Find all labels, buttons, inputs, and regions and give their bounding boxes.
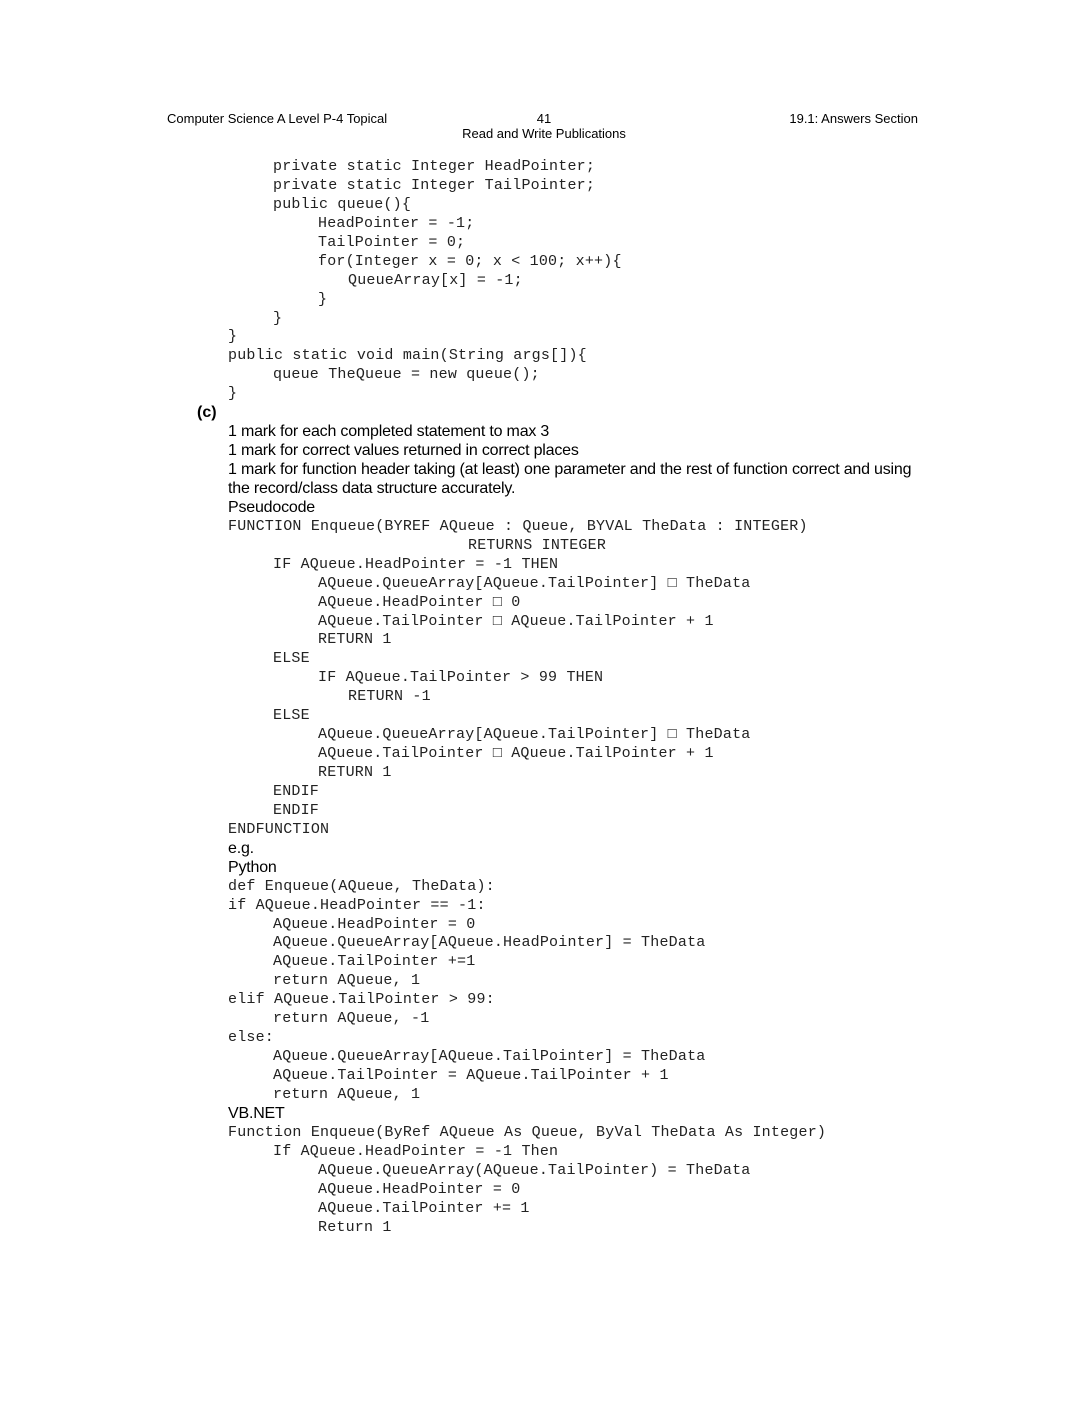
code-line: ELSE xyxy=(273,650,310,668)
code-line: return AQueue, 1 xyxy=(273,972,421,990)
code-line: } xyxy=(228,328,238,346)
answer-content xyxy=(0,158,1088,1237)
code-line: return AQueue, -1 xyxy=(273,1010,430,1028)
code-line: AQueue.QueueArray[AQueue.TailPointer] □ TheData xyxy=(318,726,751,744)
code-line: AQueue.QueueArray(AQueue.TailPointer) = TheData xyxy=(318,1161,751,1179)
code-line: private static Integer HeadPointer; xyxy=(273,158,596,175)
code-line: for(Integer x = 0; x < 100; x++){ xyxy=(318,252,622,270)
python-heading: Python xyxy=(228,858,277,876)
code-line: AQueue.TailPointer +=1 xyxy=(273,953,476,971)
code-line: IF AQueue.HeadPointer = -1 THEN xyxy=(273,555,559,573)
pseudocode-heading: Pseudocode xyxy=(228,498,315,516)
code-line: HeadPointer = -1; xyxy=(318,214,475,232)
code-line: QueueArray[x] = -1; xyxy=(348,271,523,289)
code-line: } xyxy=(228,385,238,403)
part-c-label: (c) xyxy=(197,404,217,422)
publisher: Read and Write Publications xyxy=(462,126,626,141)
mark-scheme-text: 1 mark for function header taking (at least) one parameter and the rest of function correct and using the record/class data structure accurately. xyxy=(228,461,912,497)
header-left: Computer Science A Level P-4 Topical xyxy=(167,111,388,126)
header-center xyxy=(400,111,688,141)
code-line: ENDFUNCTION xyxy=(228,820,330,838)
code-line: AQueue.QueueArray[AQueue.TailPointer] □ TheData xyxy=(318,574,751,592)
eg-label: e.g. xyxy=(228,839,254,857)
code-line: FUNCTION Enqueue(BYREF AQueue : Queue, BYVAL TheData : INTEGER) xyxy=(228,517,808,535)
mark-scheme-line: 1 mark for each completed statement to max 3 xyxy=(228,423,550,441)
code-line: elif AQueue.TailPointer > 99: xyxy=(228,991,495,1009)
code-line: return AQueue, 1 xyxy=(273,1085,421,1103)
code-line: AQueue.HeadPointer = 0 xyxy=(318,1180,521,1198)
code-line: if AQueue.HeadPointer == -1: xyxy=(228,896,486,914)
code-line: If AQueue.HeadPointer = -1 Then xyxy=(273,1142,559,1160)
code-line: Function Enqueue(ByRef AQueue As Queue, ByVal TheData As Integer) xyxy=(228,1123,827,1141)
code-line: AQueue.TailPointer □ AQueue.TailPointer + 1 xyxy=(318,612,714,630)
mark-scheme-line xyxy=(0,461,1088,499)
code-line: AQueue.HeadPointer □ 0 xyxy=(318,593,521,611)
vbnet-heading: VB.NET xyxy=(228,1104,285,1122)
code-line: def Enqueue(AQueue, TheData): xyxy=(228,877,495,895)
code-line: ENDIF xyxy=(273,801,320,819)
mark-scheme-line: 1 mark for correct values returned in correct places xyxy=(228,442,579,460)
code-line: else: xyxy=(228,1029,275,1047)
code-line: private static Integer TailPointer; xyxy=(273,176,596,194)
code-line: AQueue.TailPointer = AQueue.TailPointer + 1 xyxy=(273,1067,669,1085)
code-line: AQueue.TailPointer □ AQueue.TailPointer + 1 xyxy=(318,745,714,763)
code-line: AQueue.QueueArray[AQueue.TailPointer] = TheData xyxy=(273,1048,706,1066)
code-line: queue TheQueue = new queue(); xyxy=(273,366,540,384)
code-line: RETURN 1 xyxy=(318,631,392,649)
code-line: AQueue.HeadPointer = 0 xyxy=(273,915,476,933)
header-right: 19.1: Answers Section xyxy=(789,111,918,126)
code-line: } xyxy=(273,309,283,327)
code-line: AQueue.QueueArray[AQueue.HeadPointer] = TheData xyxy=(273,934,706,952)
page-number: 41 xyxy=(536,111,552,126)
code-line: public static void main(String args[]){ xyxy=(228,347,587,365)
code-line: RETURNS INTEGER xyxy=(468,536,607,554)
code-line: ELSE xyxy=(273,707,310,725)
code-line: RETURN -1 xyxy=(348,688,431,706)
code-line: Return 1 xyxy=(318,1218,392,1236)
code-line: AQueue.TailPointer += 1 xyxy=(318,1199,530,1217)
code-line: public queue(){ xyxy=(273,195,412,213)
code-line: RETURN 1 xyxy=(318,764,392,782)
code-line: TailPointer = 0; xyxy=(318,233,466,251)
code-line: } xyxy=(318,290,328,308)
code-line: ENDIF xyxy=(273,782,320,800)
code-line: IF AQueue.TailPointer > 99 THEN xyxy=(318,669,604,687)
